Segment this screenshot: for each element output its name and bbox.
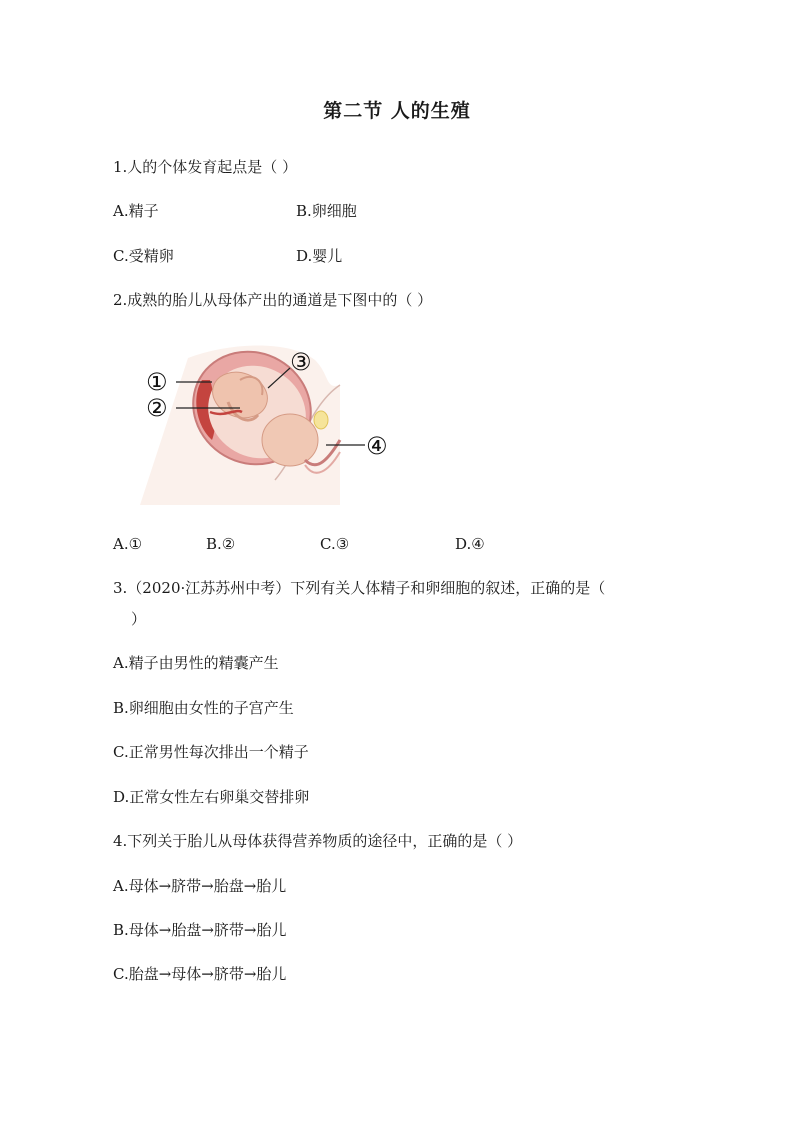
- q2-option-a[interactable]: A.①: [113, 535, 143, 553]
- question-3-stem-continued: ）: [131, 610, 147, 628]
- q4-option-c[interactable]: C.胎盘→母体→脐带→胎儿: [113, 965, 287, 983]
- q1-option-d[interactable]: D.婴儿: [296, 247, 343, 265]
- figure-label-1: ①: [146, 368, 168, 396]
- pregnancy-diagram: [140, 340, 400, 510]
- q1-option-b[interactable]: B.卵细胞: [296, 202, 357, 220]
- fetus-head: [262, 414, 318, 466]
- q2-option-b[interactable]: B.②: [206, 535, 236, 553]
- question-2-stem: 2.成熟的胎儿从母体产出的通道是下图中的（ ）: [113, 291, 433, 309]
- question-3-stem: 3.（2020·江苏苏州中考）下列有关人体精子和卵细胞的叙述，正确的是（: [113, 579, 606, 597]
- q3-option-a[interactable]: A.精子由男性的精囊产生: [113, 654, 279, 672]
- q2-option-c[interactable]: C.③: [320, 535, 350, 553]
- q1-option-a[interactable]: A.精子: [113, 202, 159, 220]
- question-1-stem: 1.人的个体发育起点是（ ）: [113, 158, 298, 176]
- figure-label-2: ②: [146, 394, 168, 422]
- q3-option-d[interactable]: D.正常女性左右卵巢交替排卵: [113, 788, 310, 806]
- figure-label-3: ③: [290, 348, 312, 376]
- figure-label-4: ④: [366, 432, 388, 460]
- q3-option-b[interactable]: B.卵细胞由女性的子宫产生: [113, 699, 294, 717]
- fetus-in-uterus-illustration: [140, 340, 400, 510]
- page-title: 第二节 人的生殖: [323, 100, 471, 122]
- question-4-stem: 4.下列关于胎儿从母体获得营养物质的途径中，正确的是（ ）: [113, 832, 523, 850]
- q1-option-c[interactable]: C.受精卵: [113, 247, 174, 265]
- q4-option-b[interactable]: B.母体→胎盘→脐带→胎儿: [113, 921, 287, 939]
- q3-option-c[interactable]: C.正常男性每次排出一个精子: [113, 743, 309, 761]
- q4-option-a[interactable]: A.母体→脐带→胎盘→胎儿: [113, 877, 287, 895]
- q2-option-d[interactable]: D.④: [455, 535, 485, 553]
